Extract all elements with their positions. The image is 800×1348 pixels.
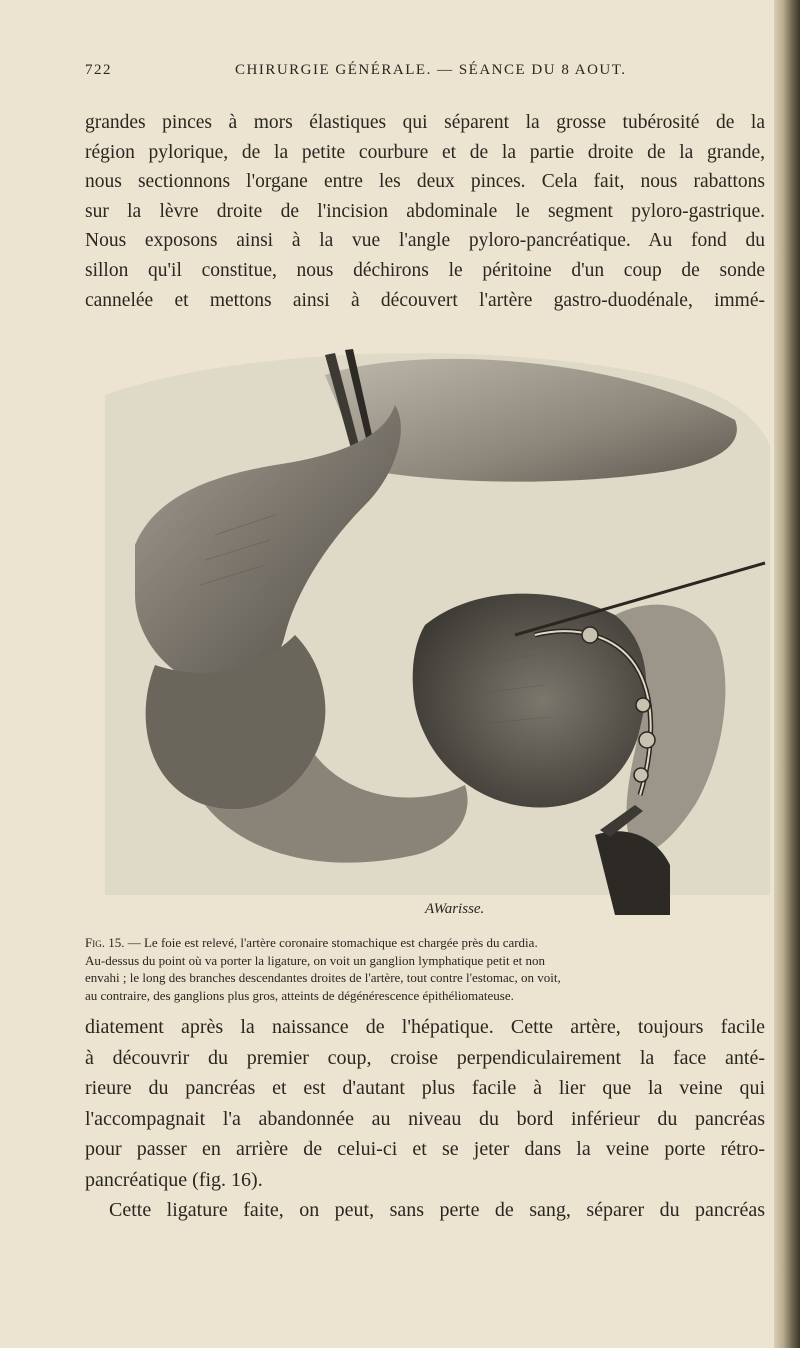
text-line: cannelée et mettons ainsi à découvert l'artère gastro-duodénale, immé- (85, 289, 765, 311)
svg-text:AWarisse.: AWarisse. (425, 901, 485, 917)
text-line: nous sectionnons l'organe entre les deux pinces. Cela fait, nous rabattons (85, 171, 765, 193)
text-line: région pylorique, de la petite courbure et de la partie droite de la grande, (85, 141, 765, 163)
top-paragraph (85, 108, 765, 315)
figure-caption (85, 934, 765, 1004)
page-number: 722 (85, 62, 112, 78)
page-edge-shadow (774, 0, 800, 1348)
text-line: Nous exposons ainsi à la vue l'angle pyloro-pancréatique. Au fond du (85, 230, 765, 252)
caption-line: au contraire, des ganglions plus gros, atteints de dégénérescence épithéliomateuse. (85, 987, 514, 1003)
text-line: à découvrir du premier coup, croise perpendiculairement la face anté- (85, 1046, 765, 1069)
caption-line: Au-dessus du point où va porter la ligature, on voit un ganglion lymphatique petit et non (85, 952, 545, 968)
text-line: sillon qu'il constitue, nous déchirons le péritoine d'un coup de sonde (85, 259, 765, 281)
anatomical-illustration (95, 335, 775, 925)
text-line: rieure du pancréas et est d'autant plus facile à lier que la veine qui (85, 1077, 765, 1099)
text-line: l'accompagnait l'a abandonnée au niveau du bord inférieur du pancréas (85, 1107, 765, 1130)
text-line: pour passer en arrière de celui-ci et se jeter dans la veine porte rétro- (85, 1138, 765, 1160)
text-line: diatement après la naissance de l'hépatique. Cette artère, toujours facile (85, 1016, 765, 1038)
caption-line: — Le foie est relevé, l'artère coronaire stomachique est chargée près du cardia. (127, 935, 538, 950)
bottom-paragraph (85, 1012, 765, 1226)
text-line: grandes pinces à mors élastiques qui séparent la grosse tubérosité de la (85, 112, 765, 133)
caption-line: envahi ; le long des branches descendantes droites de l'artère, tout contre l'estomac, on voit, (85, 970, 561, 985)
running-title: CHIRURGIE GÉNÉRALE. — SÉANCE DU 8 AOUT. (235, 62, 627, 78)
figure-label: Fig. 15. (85, 935, 125, 950)
text-line: pancréatique (fig. 16). (85, 1168, 263, 1191)
text-line: sur la lèvre droite de l'incision abdominale le segment pyloro-gastrique. (85, 200, 765, 222)
text-line: Cette ligature faite, on peut, sans perte de sang, séparer du pancréas (109, 1199, 765, 1221)
